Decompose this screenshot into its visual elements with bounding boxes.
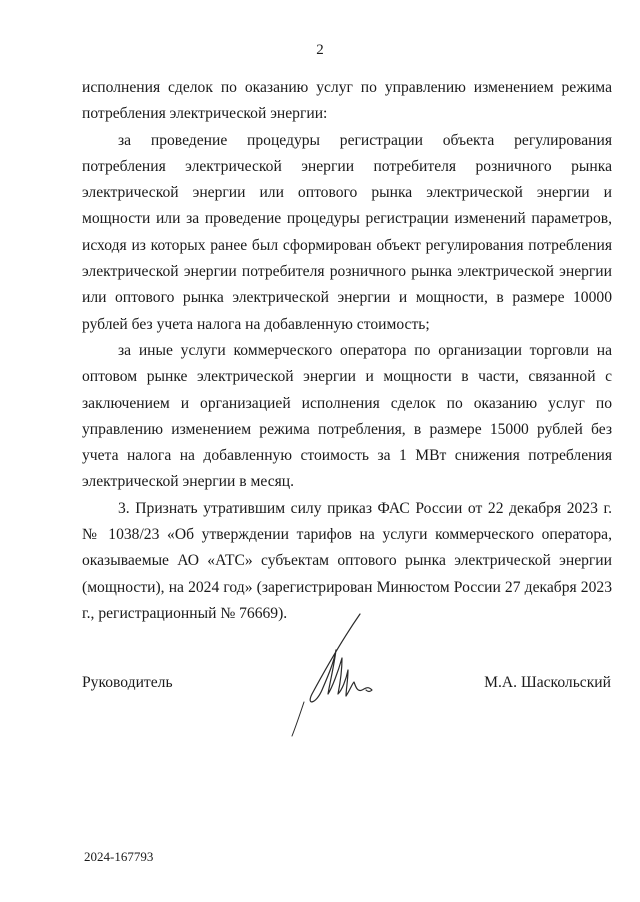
signatory-title: Руководитель <box>82 674 173 691</box>
signature-block <box>0 610 640 750</box>
document-code: 2024-167793 <box>84 849 154 864</box>
paragraph-registration-fee: за проведение процедуры регистрации объекта регулирования потребления электрической энергии потребителя розничного рынка электрической энергии или оптового рынка электрической энергии и мощности или за проведение процедуры регистрации изменений параметров, исходя из которых ранее был сформирован объект регулирования потребления электрической энергии потребителя розничного рынка электрической энергии или оптового рынка электрической энергии и мощности, в размере 10000 рублей без учета налога на добавленную стоимость; <box>82 131 612 333</box>
document-body <box>82 75 612 627</box>
paragraph-repeal-order: 3. Признать утратившим силу приказ ФАС России от 22 декабря 2023 г. № 1038/23 «Об утверждении тарифов на услуги коммерческого оператора, оказываемые АО «АТС» субъектам оптового рынка электрической энергии (мощности), на 2024 год» (зарегистрирован Минюстом России 27 декабря 2023 г., регистрационный № 76669). <box>82 499 612 622</box>
handwritten-signature <box>282 610 382 740</box>
paragraph-other-services-fee: за иные услуги коммерческого оператора по организации торговли на оптовом рынке электрической энергии и мощности в части, связанной с заключением и организацией исполнения сделок по оказанию услуг по управлению изменением режима потребления, в размере 15000 рублей без учета налога на добавленную стоимость за 1 МВт снижения потребления электрической энергии в месяц. <box>82 341 612 491</box>
signatory-name: М.А. Шаскольский <box>484 674 611 691</box>
paragraph-continuation: исполнения сделок по оказанию услуг по управлению изменением режима потребления электрической энергии: <box>82 79 612 123</box>
page-number: 2 <box>316 42 324 58</box>
